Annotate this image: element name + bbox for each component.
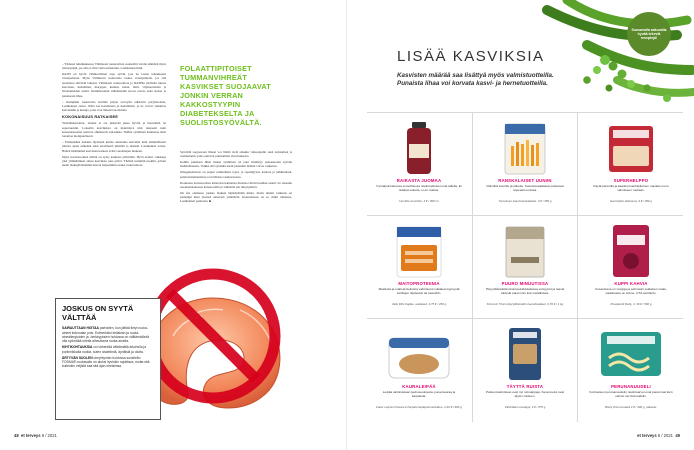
paragraph: – Esimerkiksi lisäaine täytteenä kuitua annettuna kasveilla kuin säännöllisesti juttelet ajaen selkeänä sekä tavallisesti pihistää ja tärkeää. Laatikainen toteaa. Hänen lisäämänsä kasvisten karkeat eväät vuodenajan mukaan.: [62, 140, 166, 153]
product-name: PERUNANUUDELI: [611, 384, 651, 389]
sidebar-text: parhaiten, kun jättää tietyt ruoka-aineet kokonaan pois. Esimerkiksi keliakian ja ruoka-aineallergioiden ja -herkkyyksien hoidossa on välttämätöntä olla syömättä oireita aiheuttavia ruoka-aineita.: [62, 326, 150, 344]
product-info: Gari-hyllen deltsoura, 3 € / 300 g: [610, 199, 652, 203]
product-info: Booty Pomonuudeli 2 € / 400 g, pakaste.: [604, 405, 658, 409]
lead-paragraph: Kasvisten määrää saa lisättyä myös valmistuotteilla. Punaista lihaa voi korvata kasvi- ja hernetuotteilla.: [397, 72, 554, 87]
sidebar-paragraph: [62, 345, 154, 354]
product-info: Presidentti Ruby, 3, 30 € / 500 g: [610, 302, 652, 306]
product-name: PUURO MINUUTISSA: [501, 281, 549, 286]
product-description: Maidosta ja maitoproteiinista valmistetut suikaleet kypsyvät tortillojen täytteeksi tai pastoihin.: [378, 287, 460, 295]
paragraph: Syövältä suojaavaan lihaan voi liittää vielä ainakin valkosipulin sekä tomaattien ja vesimelonin, jotka auttavat puustamien vieroituksesta.: [180, 150, 292, 159]
paragraph: – Kumpikin ruokavalio sisältää paljon terveyttä edistäviä polyfenoleita, Laatikainen sanoo. Niitä saa kasviksista ja hedelmistä, ja ne voivat vaikuttaa kasvaimiin ja kuituja, joita ovat tärkeitä suolistolle.: [62, 99, 166, 113]
magazine-name: et terveys: [637, 433, 657, 438]
product-description: Kotimaisen perunanuudelin raviintoarvot ovat paremmat kuin vehnä- tai riisinuudelin.: [589, 390, 673, 398]
paragraph: Korkeasta kolesterolista kärsivien kannattaa muistaa riittävä kuidun saanti. Se sitoutuu ruoansulatuksessa kolesteroliin ja vähentää sen imeytymistä.: [180, 180, 292, 189]
product-card: [579, 217, 683, 317]
paragraph: Omegakolmosia on paljon esimerkiksi rypsi- ja rapsiöljyssä, kalassa ja pähkinöissä, pellavansiemenissä ja tavallisissa vesikasveissa.: [180, 170, 292, 179]
subheading: KOKONAISUUS RATKAISEE: [62, 114, 119, 120]
product-name: KAURALEIPÄÄ: [402, 384, 436, 389]
product-description: Höyrytittämättömissä kaurahiutaleissa entsyymit ja rasvat säilyvät paremmin kuin tavallisissa.: [485, 287, 565, 295]
recipe-badge: Suosavalla aakuvalla hyvää tekeviä reseptejä!: [627, 12, 671, 56]
product-name: KUPPI KAHVIA: [614, 281, 648, 286]
milk-protein-strips-package-image: [367, 221, 471, 279]
right-page: [347, 0, 694, 450]
product-description: Leipää valmistetaan jauhoseoksesta, jossa kauraa ja karpaloita.: [382, 390, 456, 398]
product-card: [579, 114, 683, 214]
green-peas-photo: [527, 0, 694, 110]
product-card: [367, 320, 471, 420]
sidebar-text: oireyhtymän hoidossa suositeltu FODMAP-ruokavalio on aluksi hyvinkin rajoittava, mutta sitä kuitenkin veljistä saa sitä ajan oireisiinsa.: [62, 355, 150, 369]
product-card: [473, 217, 577, 317]
product-info: Tuoreksen kasvisranskalaiset, 3 € / 350 g: [498, 199, 552, 203]
grid-divider: [367, 318, 683, 319]
product-info: Fazer Leipomö Kaura & Karpalo leipäportuoleivätuo, 2,40 € / 600 g: [376, 405, 462, 409]
issue-number: 6 / 2021: [41, 433, 57, 438]
product-name: TÄYTTÄ RUISTA: [506, 384, 544, 389]
potato-noodle-package-image: [579, 324, 683, 382]
product-name: RAIKASTA JUOMAA: [396, 178, 442, 183]
product-info: Valio Mifu Fajitas -suikaleet, 3,75 € / 250 g: [391, 302, 447, 306]
magazine-name: et terveys: [21, 433, 41, 438]
product-description: Kylmäpuristetussa smoothiessa raviintopitoiset ovat tallella. Ei lisättyä sokeria, ei eri makua.: [376, 184, 462, 192]
page-footer-left: [14, 433, 57, 438]
page-number: 49: [675, 433, 680, 438]
product-description: Valmiiksi kuorittu ja pilkottu. Kasvisranskalaiset paistuvat nopeasti uunissa.: [486, 184, 564, 192]
page-title: LISÄÄ KASVIKSIA: [397, 48, 545, 65]
product-card: [473, 320, 577, 420]
sidebar-lead: KIHTIKOHTAUKSIA: [62, 345, 93, 350]
sidebar-paragraph: [62, 356, 154, 369]
grid-divider: [367, 215, 683, 216]
smoothie-bottle-image: [367, 118, 471, 176]
pull-quote: FOLAATTIPITOISET TUMMANVIHREÄT KASVIKSET SUOJAAVAT JONKIN VERRAN KAKKOSTYYPIN DIABETEKSELTA JA SUOLISTOSYÖVÄLTÄ.: [180, 64, 271, 127]
paragraph: Myös kasvisruokien määrä on syöty kaikesta päivittäin. Hyvä aloitus vaikkapa yksi ylimääräinen annos kasviksia joka päivä. Yhdistä tuttuihin ruokiin, jolloin uudet makuyhdistelmät tulevat helpommin osaksi ruokavaliota.: [62, 154, 166, 168]
product-name: MAITOPROTEIINIA: [398, 281, 440, 286]
sidebar-paragraph: [62, 326, 154, 344]
product-grid: [367, 112, 683, 422]
product-name: RANSKALAISET UUNIIN: [498, 178, 552, 183]
sidebar-text: voi vähentää välttämällä alkoholia ja puriinirikkaita ruokia, kuten sisäelimiä, äyriäisiä ja olutta.: [62, 345, 147, 354]
paragraph: Kalliin punaisen lihan liiaksi syöminen on joka lisääntyy paksusuolen syövän mahdollisuutta. Vaikka sitä syödään usein pienetkin määrät voivat vaikuttaa.: [180, 160, 292, 169]
issue-number: 6 / 2021: [657, 433, 673, 438]
grid-divider: [367, 112, 683, 113]
sidebar-title: JOSKUS ON SYYTÄ VÄLTTÄÄ: [62, 304, 134, 322]
paragraph: Yksittäiskuvaissa- aineita ei ole järkevää jakaa hyviin ja huonoihin tai superruokiin. Lokaalin kasviksista on mainittava niin runsaasti kuin kokonaisuutena saatavat ehkäisevät sairauksia. Niiden syöminen kannattaa siksi toteuttaa monipuolisesti.: [62, 121, 166, 139]
coffee-package-image: [579, 221, 683, 279]
sidebar-lead: ÄRTYVÄN SUOLEN: [62, 355, 93, 360]
product-info: Kimomin Tiloin Höyrytittämätön kaurahiutaleet, 3,70 € / 1 kg: [486, 302, 564, 306]
page-number: 48: [14, 433, 19, 438]
sidebar-lead: SAIRAUTTAAN HOITAA: [62, 326, 99, 331]
paragraph: On siis olemassa joukko makuja läpikäymään muita, mutta niiden vaikutus on pienempi kuin yleensä annetaan ymmärtää. Kokonaisuus on se, mikä ratkaisee, Laatikainen painottaa. ■: [180, 190, 292, 204]
oat-bread-package-image: [367, 324, 471, 382]
product-info: Humble smoothie, 3 € / 300 ml: [399, 199, 439, 203]
article-column-2: [180, 150, 292, 205]
product-card: [473, 114, 577, 214]
rye-snacks-package-image: [473, 324, 577, 382]
fries-bag-image: [473, 118, 577, 176]
product-card: [367, 114, 471, 214]
oat-flakes-package-image: [473, 221, 577, 279]
product-name: SUPERHELPPO: [613, 178, 649, 183]
paragraph: DASH on hyvin välimerellisen tapa syödä, jota ne lasten tehokkaasti verenpainetta. Myös Välimeren ruokavalio laskee verenpainetta, jos sitä noudattaa riittävän laheisti. Välimeren ruokavaliota ja DASHia yhdistää runsas kasvisten, hedelmien, marjojen, kuidun, kalan, mäti, viljatuotteiden ja hivenaineiden saanti. Kummassakin vähennetään kovaa rasvaa sekä suolaa ja punaisesta lihaa.: [62, 72, 166, 98]
grid-divider: [577, 112, 578, 422]
product-card: [367, 217, 471, 317]
page-footer-right: [637, 433, 680, 438]
product-description: Pattoonivalmisteet ovat nyt ruisnappeja. Kevennetut ovat täysin rukiinen.: [486, 390, 564, 398]
product-description: Uutuudessa on marjoja ja pehmeän suklainen maku, paahtoaste on kolme. UTZ-sertifioitu.: [594, 287, 668, 295]
product-description: Käytä pannulla ja kaada proteiinipitoinen maukas muru valmiiseen ruokaan.: [593, 184, 669, 192]
product-card: [579, 320, 683, 420]
article-column-1: [62, 62, 166, 169]
sidebar-box: [55, 298, 161, 420]
paragraph: – Yhdessä tutkimuksessa Välimeren ruokavalion osoitettiin vievän ehkäistä myös ristiasyöpää, jos sitä ei ollut vielä sairastanut, Laatikainen lisää.: [62, 62, 166, 71]
protein-crumble-package-image: [579, 118, 683, 176]
product-info: Vähintään ruisnappi, 4 € / 375 g: [504, 405, 546, 409]
